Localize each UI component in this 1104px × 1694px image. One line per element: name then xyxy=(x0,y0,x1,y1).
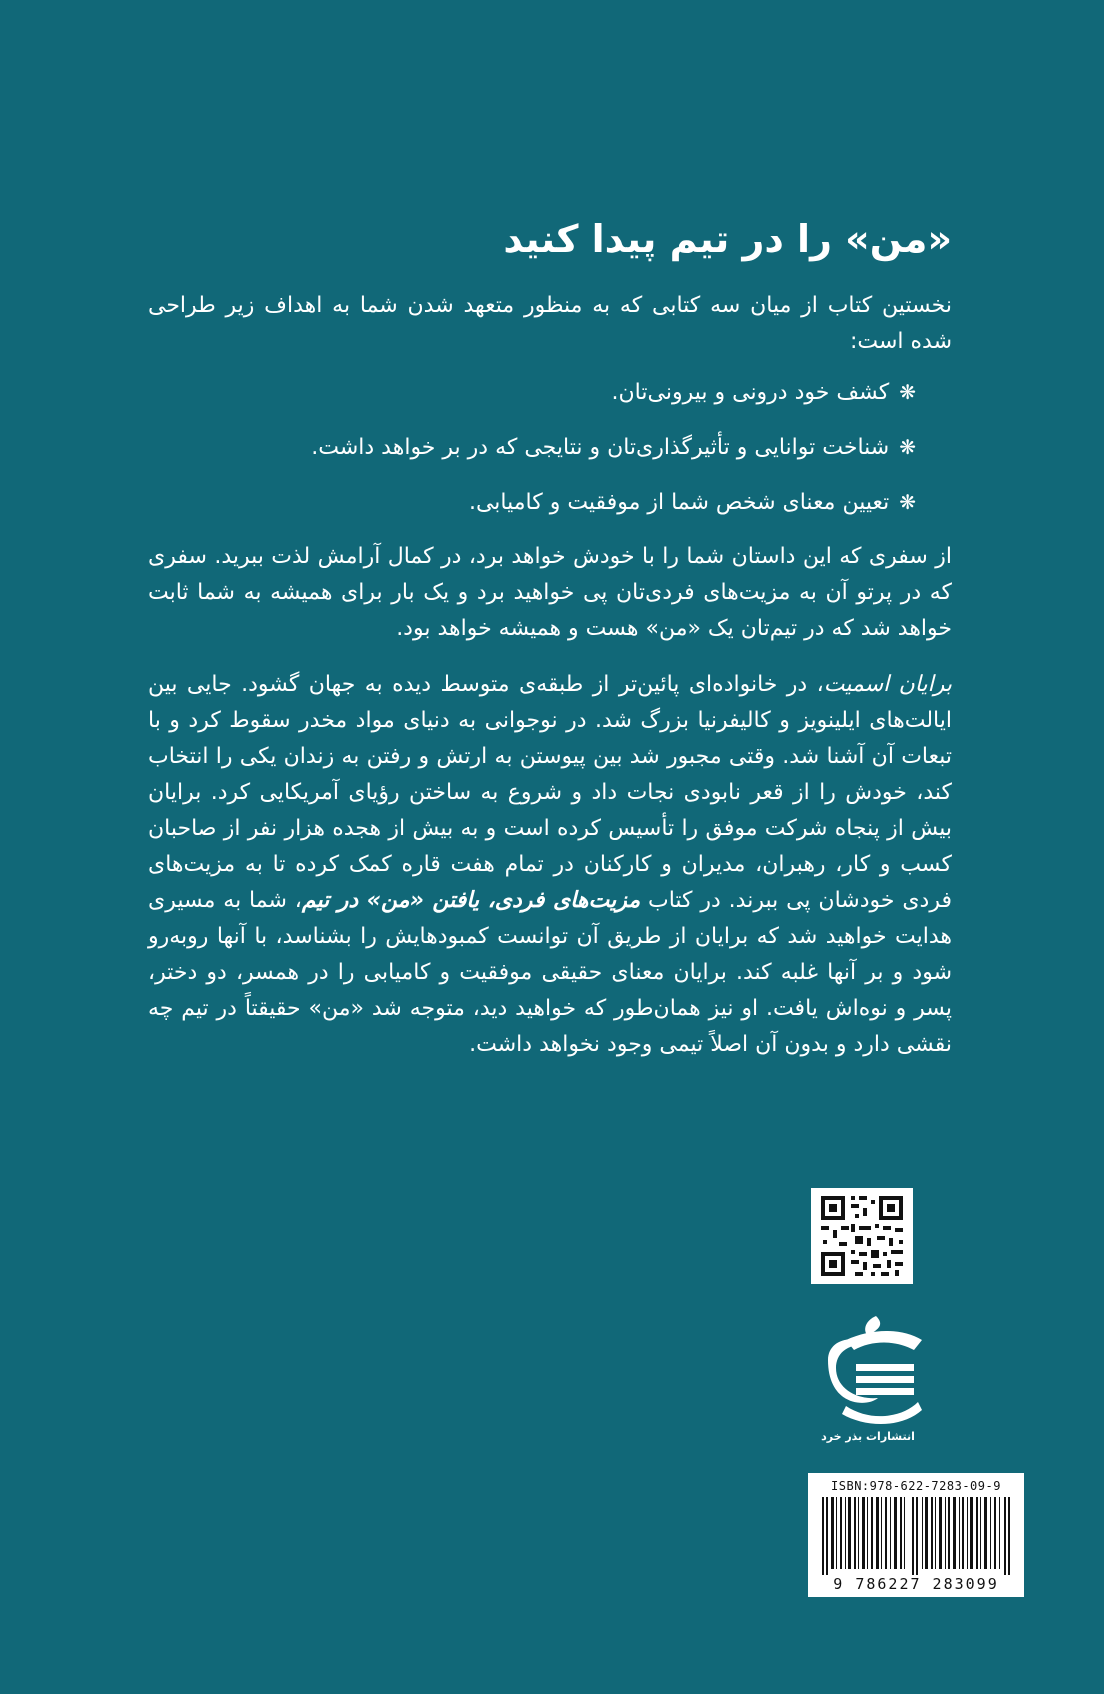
publisher-name: انتشارات بذر خرد xyxy=(821,1430,915,1443)
snowflake-bullet-icon: ❋ xyxy=(899,380,916,404)
barcode-icon xyxy=(808,1473,1024,1597)
author-bio-paragraph: برایان اسمیت، در خانواده‌ای پائین‌تر از طبقه‌ی متوسط دیده به جهان گشود. جایی بین ایالت‌های ایلینویز و کالیفرنیا بزرگ شد. در نوجوانی به دنیای مواد مخدر سقوط کرد و با تبعات آن آشنا شد. وقتی مجبور شد بین پیوستن به ارتش و رفتن به زندان یکی را انتخاب کند، خودش را از قعر نابودی نجات داد و شروع به ساختن رؤیای آمریکایی کرد. برایان بیش از پنجاه شرکت موفق را تأسیس کرده است و به بیش از هجده هزار نفر از صاحبان کسب و کار، رهبران، مدیران و کارکنان در تمام هفت قاره کمک کرده تا به مزیت‌های فردی خودشان پی ببرند. در کتاب مزیت‌های فردی، یافتن «من» در تیم، شما به مسیری هدایت خواهید شد که برایان از طریق آن توانست کمبودهایش را بشناسد، با آنها روبه‌رو شود و بر آنها غلبه کند. برایان معنای حقیقی موفقیت و کامیابی را در همسر، دو دختر، پسر و نوه‌اش یافت. او نیز همان‌طور که خواهید دید، متوجه شد «من» حقیقتاً در تیم چه نقشی دارد و بدون آن اصلاً تیمی وجود نخواهد داشت. xyxy=(148,672,953,1057)
author-name: برایان اسمیت xyxy=(823,672,953,697)
barcode-bars xyxy=(814,1497,1018,1575)
snowflake-bullet-icon: ❋ xyxy=(899,490,916,514)
isbn-label: ISBN:978-622-7283-09-9 xyxy=(831,1479,1001,1493)
list-item: ❋شناخت توانایی و تأثیرگذاری‌تان و نتایجی که در بر خواهد داشت. xyxy=(311,435,916,460)
list-item: ❋کشف خود درونی و بیرونی‌تان. xyxy=(611,380,916,405)
list-item: ❋تعیین معنای شخص شما از موفقیت و کامیابی. xyxy=(468,490,916,515)
cover-text xyxy=(148,210,952,1063)
qr-code-icon xyxy=(811,1188,913,1284)
publisher-logo-icon xyxy=(806,1310,930,1462)
ean-number: 9 786227 283099 xyxy=(833,1575,999,1593)
qr-code-graphic xyxy=(811,1188,913,1284)
intro-paragraph: نخستین کتاب از میان سه کتابی که به منظور متعهد شدن شما به اهداف زیر طراحی شده است: xyxy=(148,293,952,354)
book-title: مزیت‌های فردی، یافتن «من» در تیم xyxy=(301,888,641,913)
goals-list xyxy=(148,374,952,521)
publisher-logo-graphic xyxy=(806,1310,930,1428)
snowflake-bullet-icon: ❋ xyxy=(899,435,916,459)
cover-title: «من» را در تیم پیدا کنید xyxy=(503,217,952,261)
journey-paragraph: از سفری که این داستان شما را با خودش خواهد برد، در کمال آرامش لذت ببرید. سفری که در پرتو آن به مزیت‌های فردی‌تان پی خواهید برد و یک بار برای همیشه به شما ثابت خواهد شد که در تیم‌تان یک «من» هست و همیشه خواهد بود. xyxy=(148,544,952,641)
